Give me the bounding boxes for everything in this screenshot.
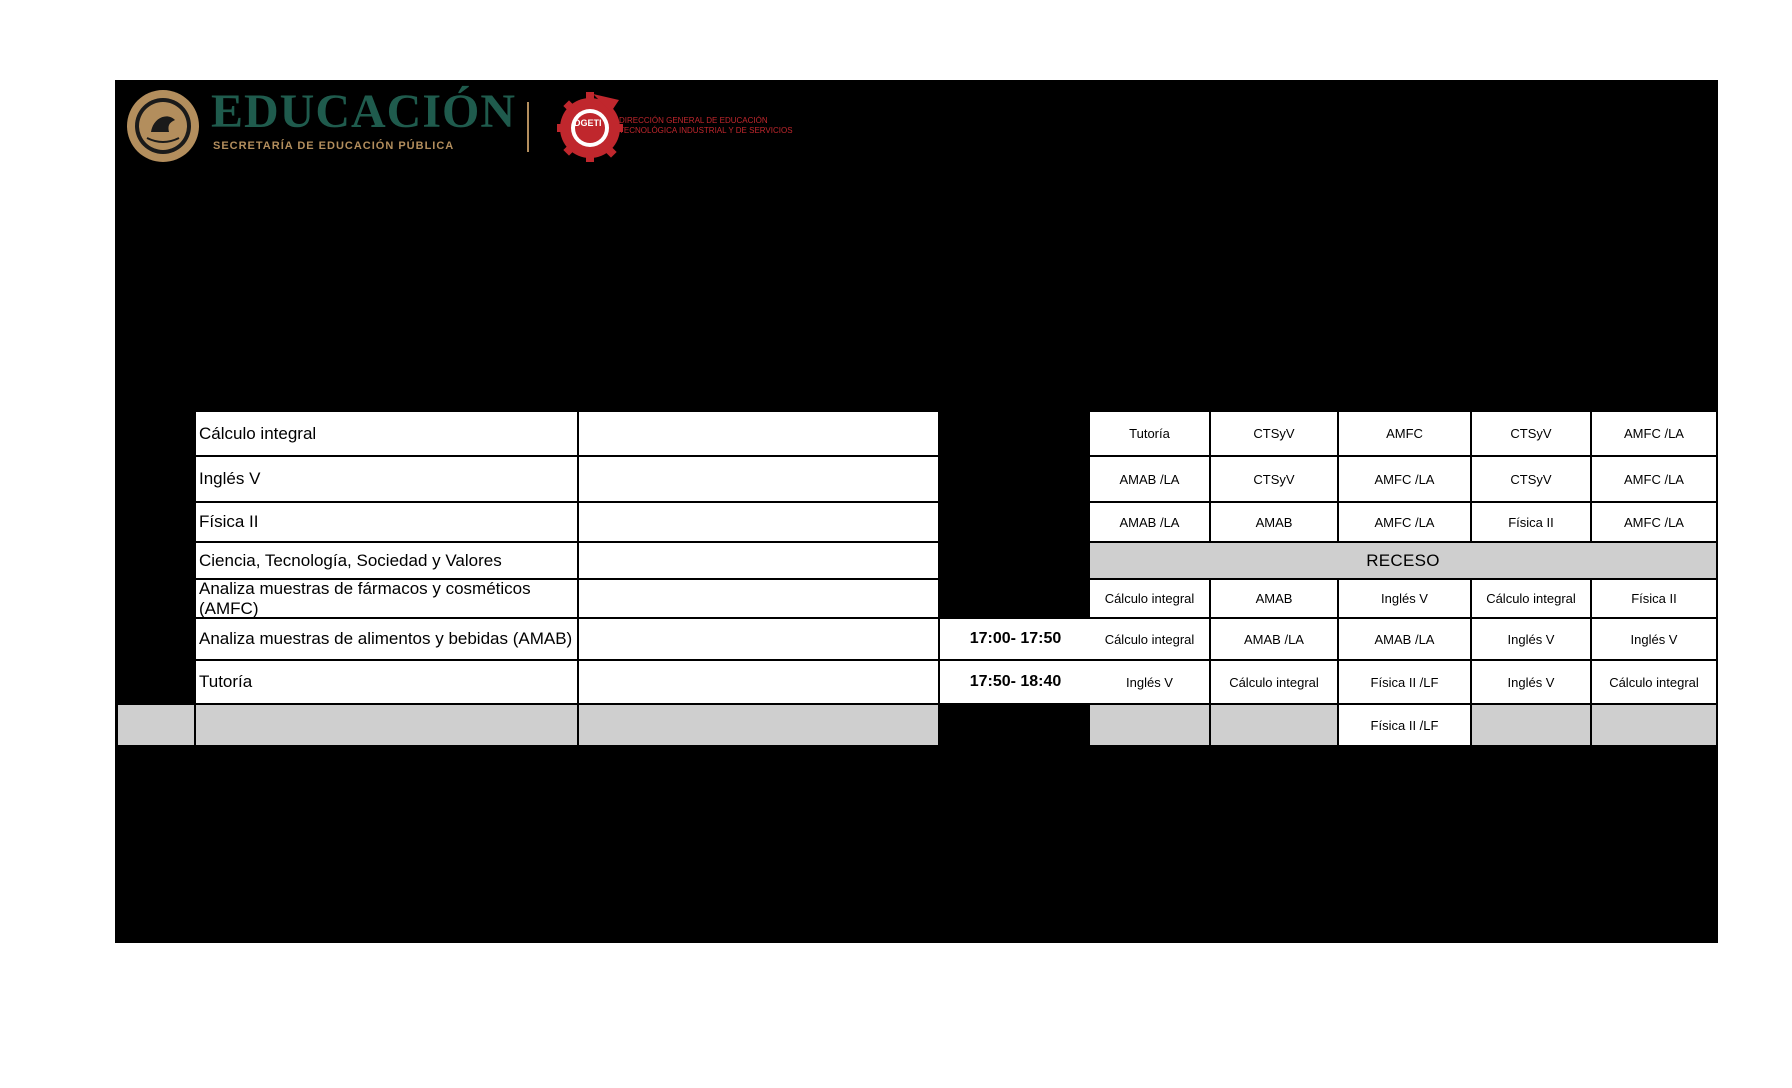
subject-cell: Analiza muestras de fármacos y cosméticos (AMFC) xyxy=(196,580,577,617)
schedule-cell: AMFC xyxy=(1339,412,1470,455)
teacher-cell xyxy=(579,457,938,501)
schedule-cell: Cálculo integral xyxy=(1472,580,1590,617)
schedule-cell: Inglés V xyxy=(1339,580,1470,617)
subject-cell: Cálculo integral xyxy=(196,412,577,455)
schedule-cell: Cálculo integral xyxy=(1592,661,1716,703)
subject-cell: Analiza muestras de alimentos y bebidas (AMAB) xyxy=(196,619,577,659)
schedule-cell: CTSyV xyxy=(1211,412,1337,455)
schedule-cell: Inglés V xyxy=(1472,619,1590,659)
schedule-cell: Física II /LF xyxy=(1339,705,1470,745)
schedule-cell: Cálculo integral xyxy=(1211,661,1337,703)
empty-gray-cell xyxy=(579,705,938,745)
schedule-cell: CTSyV xyxy=(1472,457,1590,501)
subject-cell: Tutoría xyxy=(196,661,577,703)
schedule-cell: AMAB /LA xyxy=(1090,503,1209,541)
schedule-sheet xyxy=(115,80,1718,943)
subject-cell: Ciencia, Tecnología, Sociedad y Valores xyxy=(196,543,577,578)
teacher-cell xyxy=(579,580,938,617)
schedule-cell: AMFC /LA xyxy=(1339,503,1470,541)
schedule-cell: AMFC /LA xyxy=(1592,503,1716,541)
schedule-cell: Física II /LF xyxy=(1339,661,1470,703)
schedule-cell xyxy=(1090,705,1209,745)
teacher-cell xyxy=(579,543,938,578)
schedule-cell: Cálculo integral xyxy=(1090,580,1209,617)
teacher-cell xyxy=(579,412,938,455)
schedule-cell: AMAB /LA xyxy=(1211,619,1337,659)
empty-gray-cell xyxy=(196,705,577,745)
schedule-cell: AMFC /LA xyxy=(1339,457,1470,501)
schedule-cell: AMFC /LA xyxy=(1592,412,1716,455)
schedule-cell: CTSyV xyxy=(1211,457,1337,501)
teacher-cell xyxy=(579,619,938,659)
schedule-cell: AMFC /LA xyxy=(1592,457,1716,501)
time-slot: 17:00- 17:50 xyxy=(940,619,1091,659)
schedule-cell: Inglés V xyxy=(1472,661,1590,703)
schedule-cell xyxy=(1211,705,1337,745)
dgeti-line-1: DIRECCIÓN GENERAL DE EDUCACIÓN xyxy=(619,116,768,125)
schedule-cell: CTSyV xyxy=(1472,412,1590,455)
brand-title: EDUCACIÓN xyxy=(211,85,517,138)
schedule-cell: Inglés V xyxy=(1090,661,1209,703)
logo-divider xyxy=(527,102,529,152)
schedule-cell: Física II xyxy=(1472,503,1590,541)
schedule-cell: Tutoría xyxy=(1090,412,1209,455)
mexico-seal-icon xyxy=(123,88,203,164)
schedule-cell: Inglés V xyxy=(1592,619,1716,659)
dgeti-initials: DGETI xyxy=(574,118,602,128)
schedule-cell xyxy=(1592,705,1716,745)
dgeti-line-2: TECNOLÓGICA INDUSTRIAL Y DE SERVICIOS xyxy=(619,126,793,135)
schedule-cell: AMAB xyxy=(1211,580,1337,617)
subject-cell: Física II xyxy=(196,503,577,541)
schedule-cell: Cálculo integral xyxy=(1090,619,1209,659)
schedule-cell: Física II xyxy=(1592,580,1716,617)
schedule-cell: AMAB /LA xyxy=(1090,457,1209,501)
recess-banner: RECESO xyxy=(1090,543,1716,578)
teacher-cell xyxy=(579,661,938,703)
schedule-cell xyxy=(1472,705,1590,745)
subject-cell: Inglés V xyxy=(196,457,577,501)
time-slot: 17:50- 18:40 xyxy=(940,661,1091,703)
brand-subtitle: SECRETARÍA DE EDUCACIÓN PÚBLICA xyxy=(213,140,455,152)
empty-gray-cell xyxy=(118,705,194,745)
schedule-cell: AMAB xyxy=(1211,503,1337,541)
teacher-cell xyxy=(579,503,938,541)
schedule-cell: AMAB /LA xyxy=(1339,619,1470,659)
